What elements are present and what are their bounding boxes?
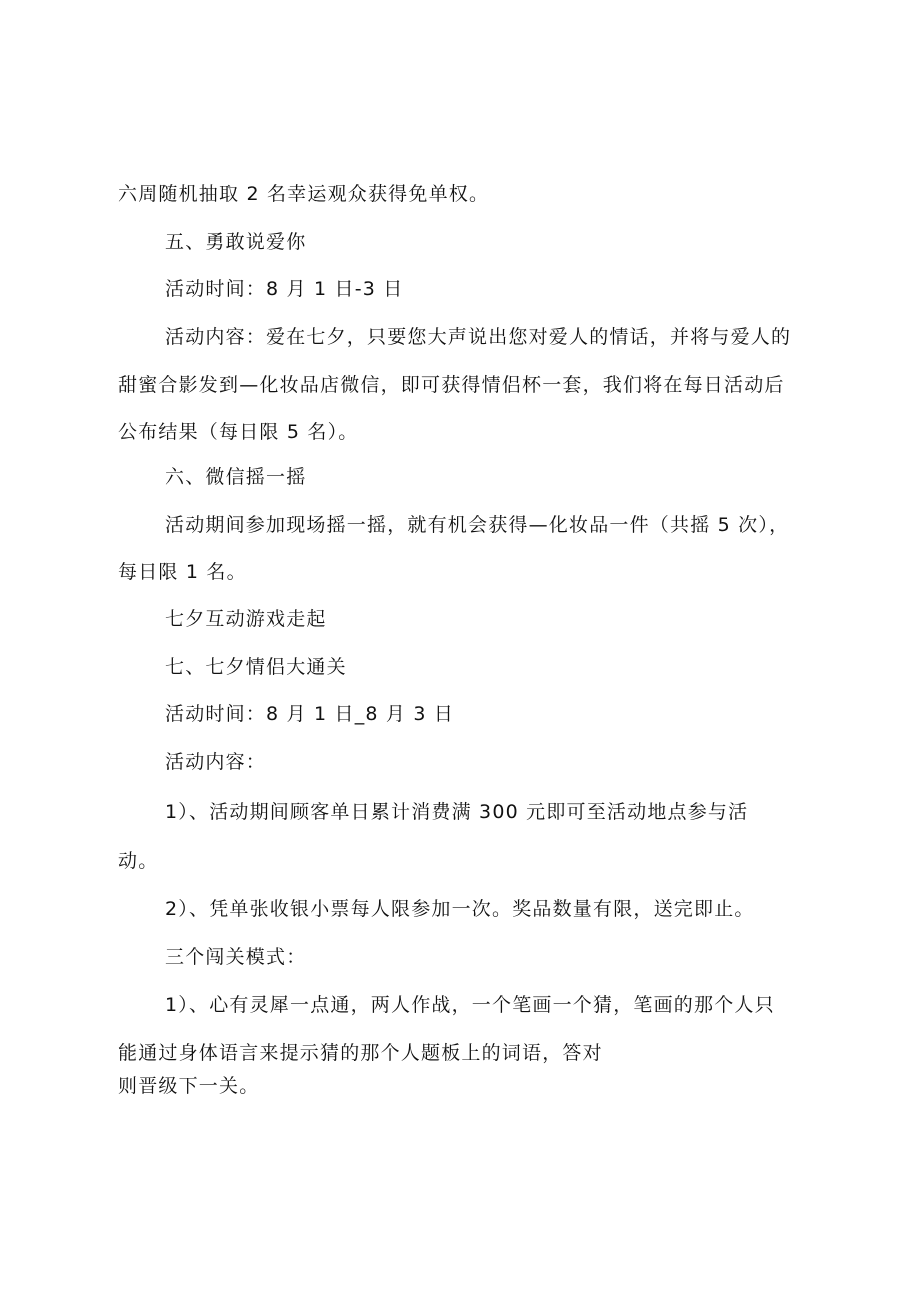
list-item: 2）、凭单张收银小票每人限参加一次。奖品数量有限，送完即止。	[165, 898, 755, 920]
text-line: 活动时间：8 月 1 日_8 月 3 日	[165, 703, 455, 725]
text-line: 甜蜜合影发到—化妆品店微信，即可获得情侣杯一套，我们将在每日活动后	[118, 374, 785, 396]
list-item: 1）、心有灵犀一点通，两人作战，一个笔画一个猜，笔画的那个人只	[165, 994, 775, 1016]
text-line: 动。	[118, 850, 159, 872]
section-heading: 七夕互动游戏走起	[165, 608, 327, 630]
section-heading: 七、七夕情侣大通关	[165, 656, 347, 678]
section-heading: 五、勇敢说爱你	[165, 231, 307, 253]
text-line: 公布结果（每日限 5 名）。	[118, 421, 359, 443]
text-line: 活动内容：	[165, 751, 267, 773]
section-heading: 六、微信摇一摇	[165, 466, 307, 488]
text-line: 能通过身体语言来提示猜的那个人题板上的词语，答对	[118, 1042, 603, 1064]
text-line: 则晋级下一关。	[118, 1075, 260, 1097]
text-line: 每日限 1 名。	[118, 561, 247, 583]
text-line: 活动期间参加现场摇一摇，就有机会获得—化妆品一件（共摇 5 次），	[165, 514, 790, 536]
section-heading: 三个闯关模式：	[165, 946, 307, 968]
text-line: 活动内容：爱在七夕，只要您大声说出您对爱人的情话，并将与爱人的	[165, 326, 792, 348]
list-item: 1）、活动期间顾客单日累计消费满 300 元即可至活动地点参与活	[165, 801, 749, 823]
text-line: 活动时间：8 月 1 日-3 日	[165, 278, 404, 300]
text-line: 六周随机抽取 2 名幸运观众获得免单权。	[118, 183, 490, 205]
